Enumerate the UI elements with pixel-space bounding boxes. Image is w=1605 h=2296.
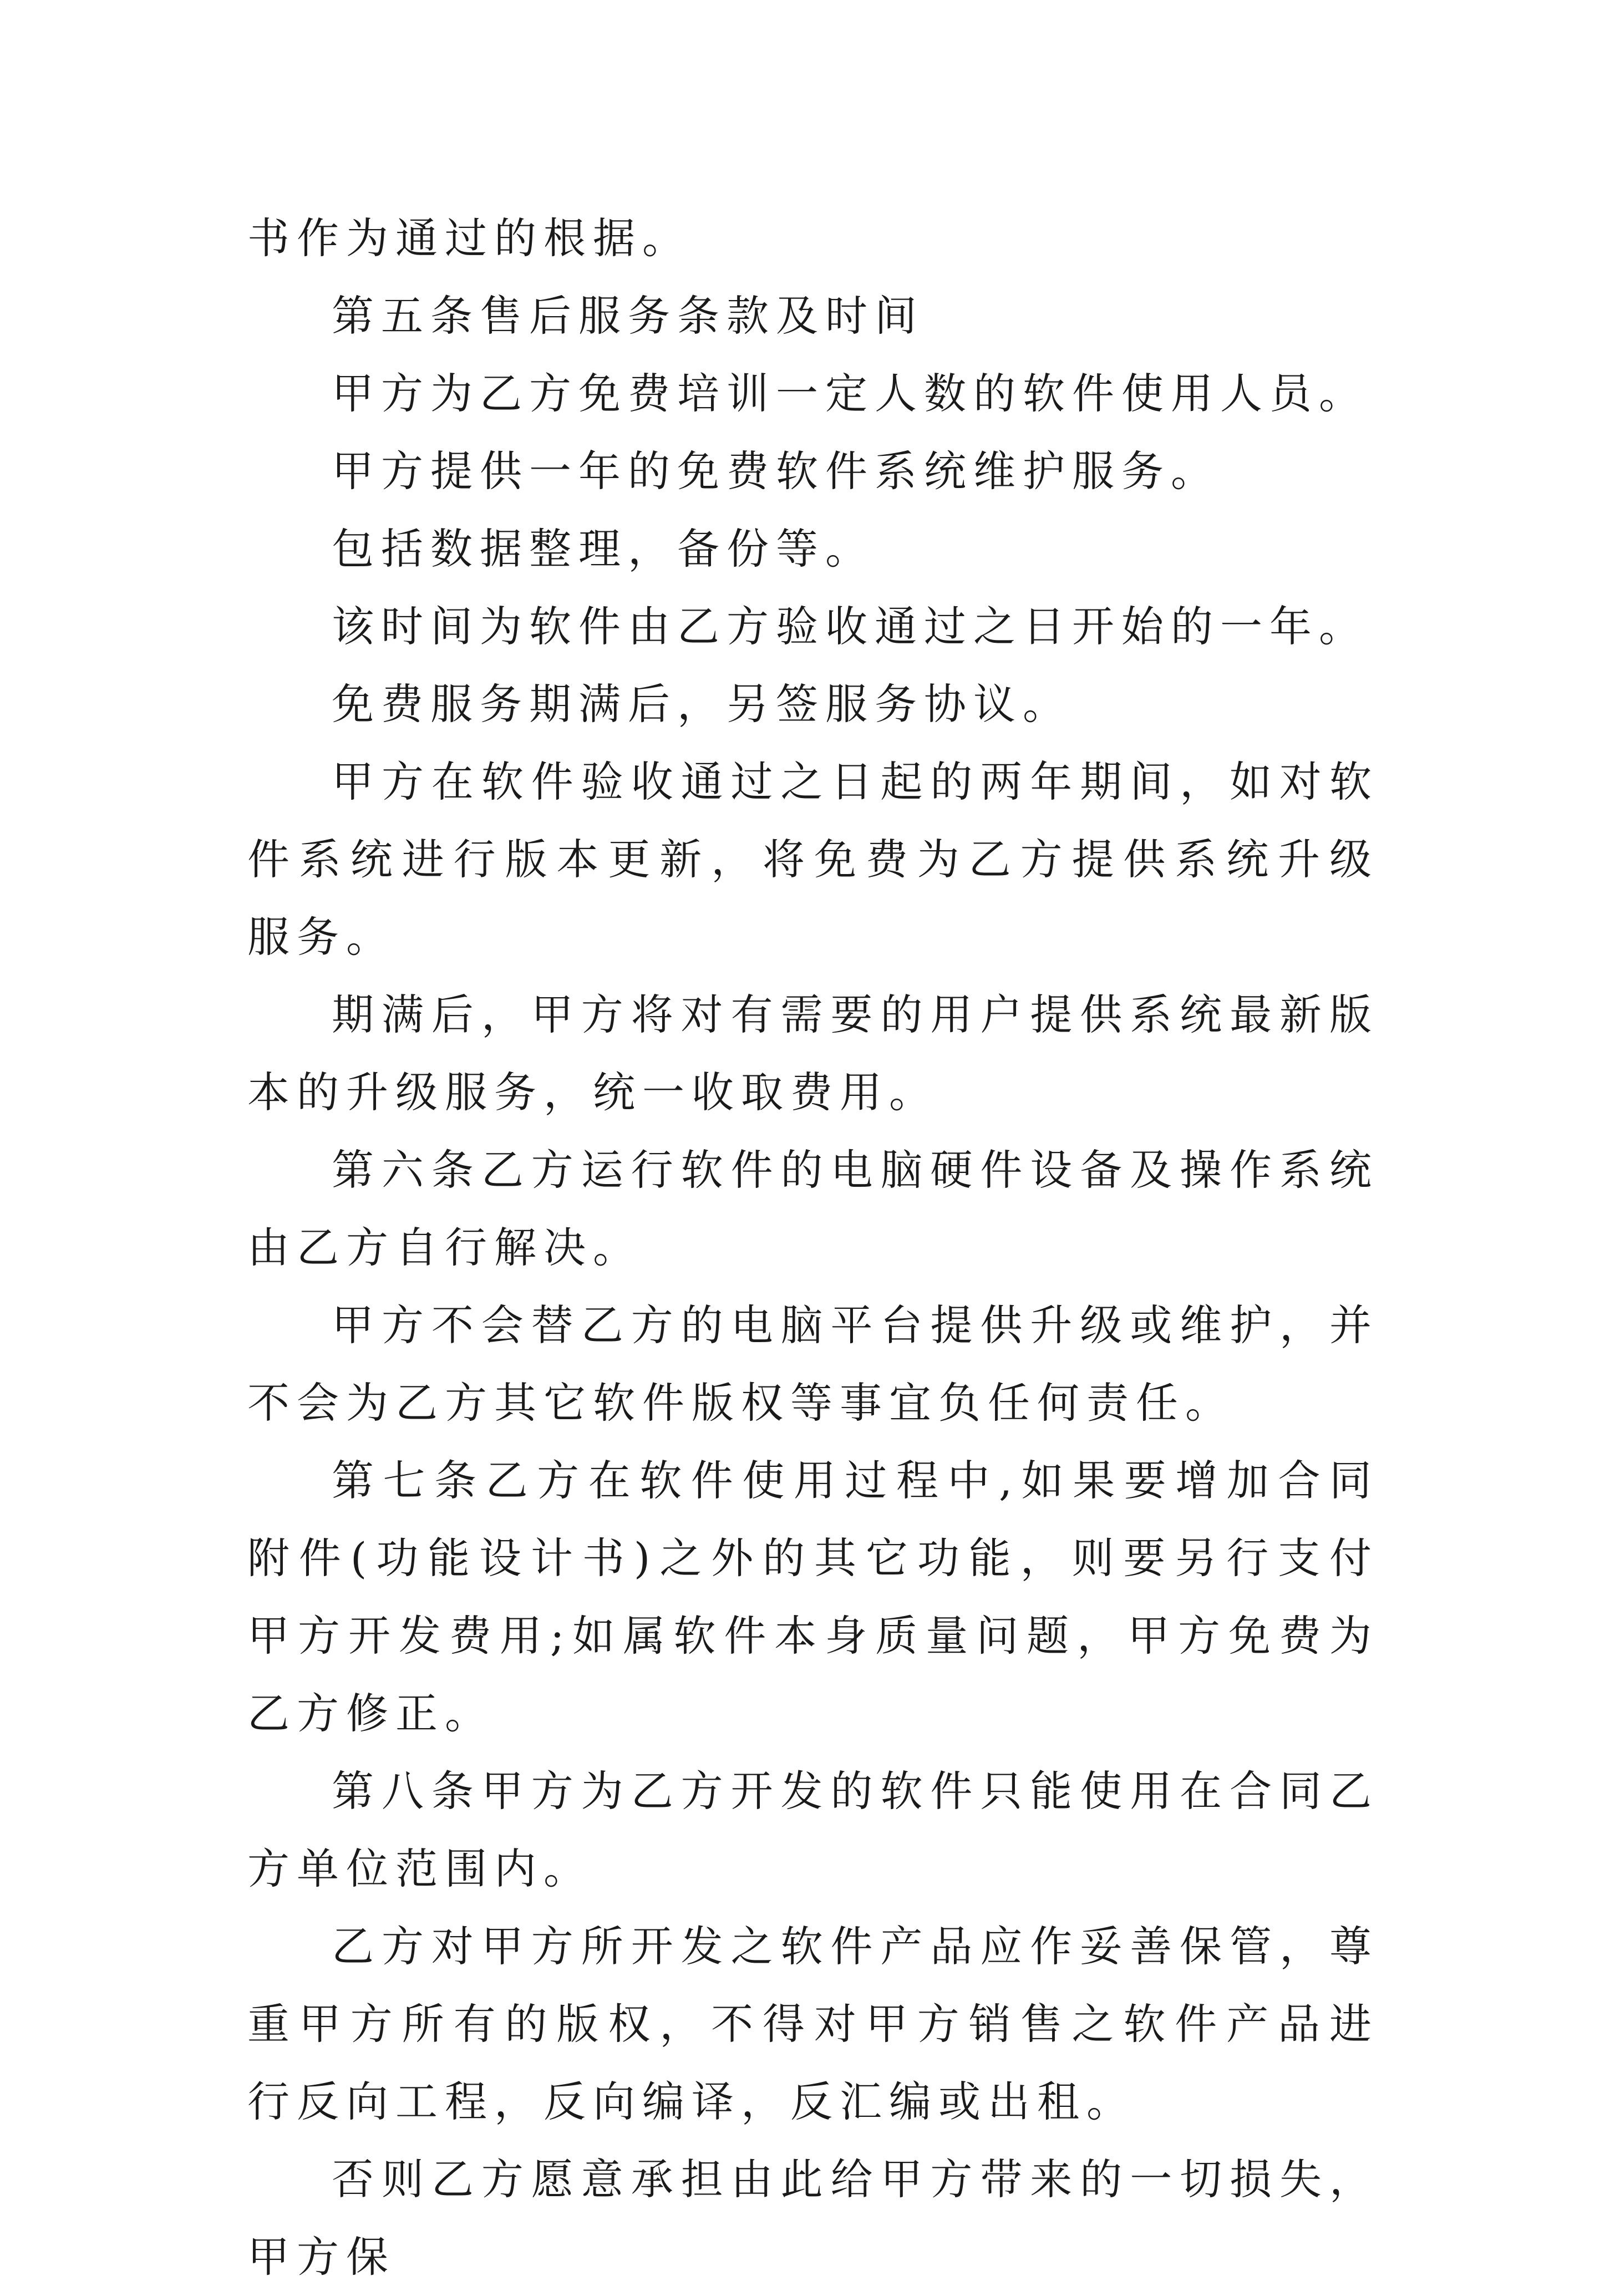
paragraph-continuation: 书作为通过的根据。 [247,214,692,263]
paragraph-upgrade: 甲方在软件验收通过之日起的两年期间，如对软件系统进行版本更新，将免费为乙方提供系统升级服务。 [247,757,1379,962]
paragraph-platform-liability: 甲方不会替乙方的电脑平台提供升级或维护，并不会为乙方其它软件版权等事宜负任何责任。 [247,1301,1379,1428]
paragraph-upgrade-fee: 期满后，甲方将对有需要的用户提供系统最新版本的升级服务，统一收取费用。 [247,990,1379,1117]
article-5-heading: 第五条售后服务条款及时间 [332,291,924,341]
paragraph-training: 甲方为乙方免费培训一定人数的软件使用人员。 [332,369,1368,418]
article-6: 第六条乙方运行软件的电脑硬件设备及操作系统由乙方自行解决。 [247,1145,1379,1272]
document-body [247,200,1379,2296]
article-7: 第七条乙方在软件使用过程中,如果要增加合同附件(功能设计书)之外的其它功能，则要另行支付甲方开发费用;如属软件本身质量问题，甲方免费为乙方修正。 [247,1456,1379,1738]
paragraph-service-period: 该时间为软件由乙方验收通过之日开始的一年。 [332,602,1368,651]
paragraph-damages: 否则乙方愿意承担由此给甲方带来的一切损失，甲方保 [247,2155,1379,2282]
paragraph-copyright: 乙方对甲方所开发之软件产品应作妥善保管，尊重甲方所有的版权，不得对甲方销售之软件产品进行反向工程，反向编译，反汇编或出租。 [247,1922,1379,2126]
paragraph-renewal: 免费服务期满后，另签服务协议。 [332,679,1072,729]
article-8: 第八条甲方为乙方开发的软件只能使用在合同乙方单位范围内。 [247,1766,1379,1893]
paragraph-data-backup: 包括数据整理，备份等。 [332,524,875,573]
paragraph-maintenance: 甲方提供一年的免费软件系统维护服务。 [332,446,1220,496]
